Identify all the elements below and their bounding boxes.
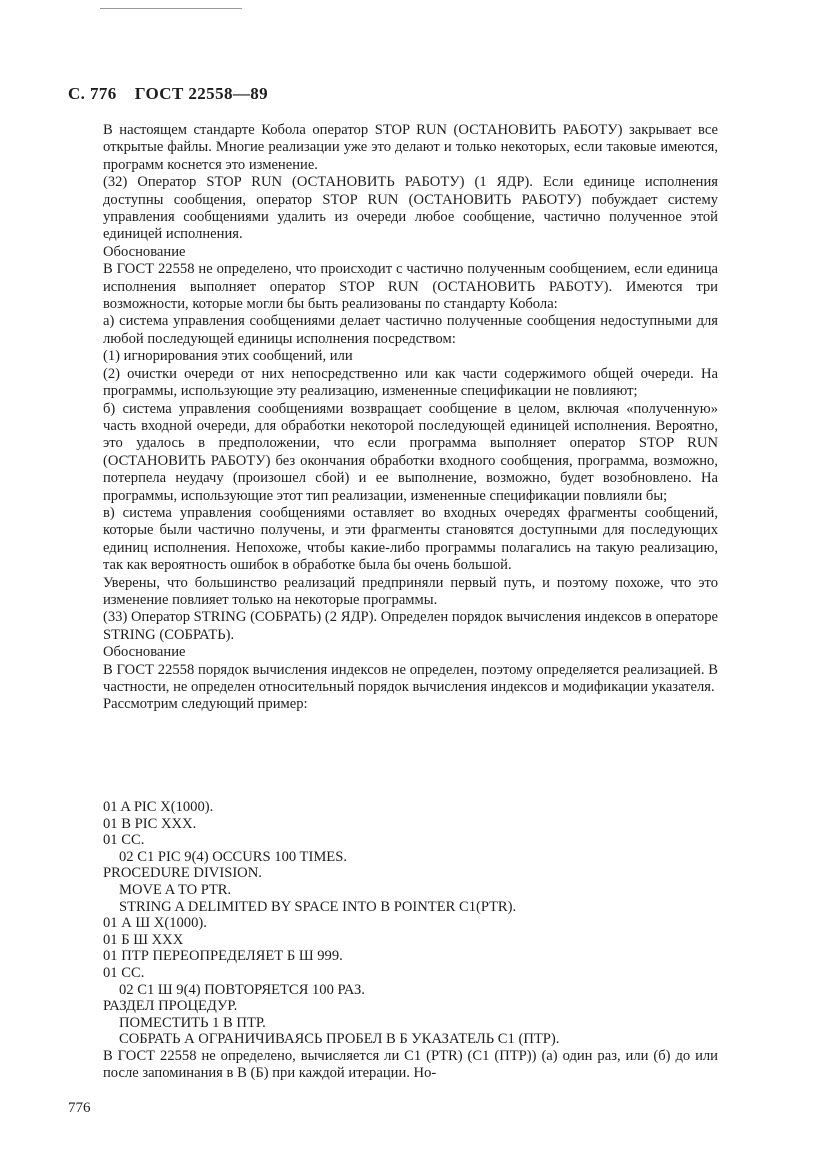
top-rule	[100, 8, 242, 9]
code-line: 01 СС.	[103, 964, 145, 981]
paragraph: В ГОСТ 22558 не определено, вычисляется ли C1 (PTR) (С1 (ПТР)) (а) один раз, или (б) до или после запоминания в В (Б) при каждой итерации. Но-	[103, 1048, 718, 1082]
paragraph: Рассмотрим следующий пример:	[103, 696, 308, 713]
paragraph: Уверены, что большинство реализаций предприняли первый путь, и поэтому похоже, что это изменение повлияет только на некоторые программы.	[103, 574, 718, 608]
paragraph: В настоящем стандарте Кобола оператор STOP RUN (ОСТАНОВИТЬ РАБОТУ) закрывает все открытые файлы. Многие реализации уже это делают и только некоторых, если таковые имеются, программ коснется это изменение.	[103, 122, 718, 173]
page-number-footer: 776	[68, 1100, 91, 1116]
code-line: 01 А Ш Х(1000).	[103, 915, 207, 932]
list-item: в) система управления сообщениями оставляет во входных очередях фрагменты сообщений, которые были частично получены, и эти фрагменты становятся доступными для последующих единиц исполнения. Непохоже, чтобы какие-либо программы полагались на такую реализацию, так как вероятность ошибок в обработке была бы очень большой.	[103, 504, 718, 574]
paragraph: В ГОСТ 22558 порядок вычисления индексов не определен, поэтому определяется реализацией. В частности, не определен относительный порядок вычисления индексов и модификации указателя.	[103, 661, 718, 695]
list-item: (2) очистки очереди от них непосредственно или как части содержимого общей очереди. На программы, использующие эту реализацию, измененные спецификации не повлияют;	[103, 365, 718, 400]
code-line: 01 A PIC X(1000).	[103, 799, 214, 815]
code-line: 01 Б Ш ХХХ	[103, 931, 184, 948]
code-line: ПОМЕСТИТЬ 1 В ПТР.	[119, 1014, 266, 1031]
code-line: MOVE A TO PTR.	[119, 881, 232, 898]
code-line: 02 С1 Ш 9(4) ПОВТОРЯЕТСЯ 100 РАЗ.	[119, 981, 365, 998]
code-line: 01 ПТР ПЕРЕОПРЕДЕЛЯЕТ Б Ш 999.	[103, 948, 343, 965]
paragraph: В ГОСТ 22558 не определено, что происходит с частично полученным сообщением, если единица исполнения выполняет оператор STOP RUN (ОСТАНОВИТЬ РАБОТУ). Имеются три возможности, которые могли бы быть реализованы по стандарту Кобола:	[103, 261, 718, 313]
code-line: PROCEDURE DIVISION.	[103, 865, 262, 882]
code-line: 02 C1 PIC 9(4) OCCURS 100 TIMES.	[119, 848, 347, 865]
list-item: а) система управления сообщениями делает частично полученные сообщения недоступными для любой последующей единицы исполнения посредством:	[103, 313, 718, 347]
page-header	[68, 84, 268, 104]
section-32: (32) Оператор STOP RUN (ОСТАНОВИТЬ РАБОТУ) (1 ЯДР). Если единице исполнения доступны сообщения, оператор STOP RUN (ОСТАНОВИТЬ РАБОТУ) побуждает систему управления сообщениями удалить из очереди любое сообщение, частично полученное этой единицей исполнения.	[103, 174, 718, 243]
subheading-rationale: Обоснование	[103, 644, 186, 661]
section-33: (33) Оператор STRING (СОБРАТЬ) (2 ЯДР). Определен порядок вычисления индексов в операторе STRING (СОБРАТЬ).	[103, 609, 718, 643]
tail-text	[103, 1048, 718, 1083]
code-line: СОБРАТЬ А ОГРАНИЧИВАЯСЬ ПРОБЕЛ В Б УКАЗАТЕЛЬ С1 (ПТР).	[119, 1031, 560, 1048]
code-line: 01 CC.	[103, 832, 145, 849]
code-line: РАЗДЕЛ ПРОЦЕДУР.	[103, 998, 238, 1015]
code-line: 01 B PIC XXX.	[103, 815, 197, 832]
subheading-rationale: Обоснование	[103, 243, 186, 260]
body-text	[103, 122, 718, 714]
list-item: б) система управления сообщениями возвращает сообщение в целом, включая «полученную» часть входной очереди, для обработки некоторой последующей единицей исполнения. Вероятно, это удалось в предположении, что если программа выполняет оператор STOP RUN (ОСТАНОВИТЬ РАБОТУ) без окончания обработки входного сообщения, программа, возможно, потерпела неудачу (произошел сбой) и ее выполнение, возможно, будет возобновлено. На программы, использующие этот тип реализации, измененные спецификации повлияли бы;	[103, 400, 718, 504]
code-line: STRING A DELIMITED BY SPACE INTO B POINTER C1(PTR).	[119, 898, 517, 915]
code-example	[103, 799, 743, 1048]
standard-title: ГОСТ 22558—89	[134, 84, 269, 103]
list-item: (1) игнорирования этих сообщений, или	[103, 348, 353, 365]
page-number-header: С. 776	[68, 84, 117, 103]
